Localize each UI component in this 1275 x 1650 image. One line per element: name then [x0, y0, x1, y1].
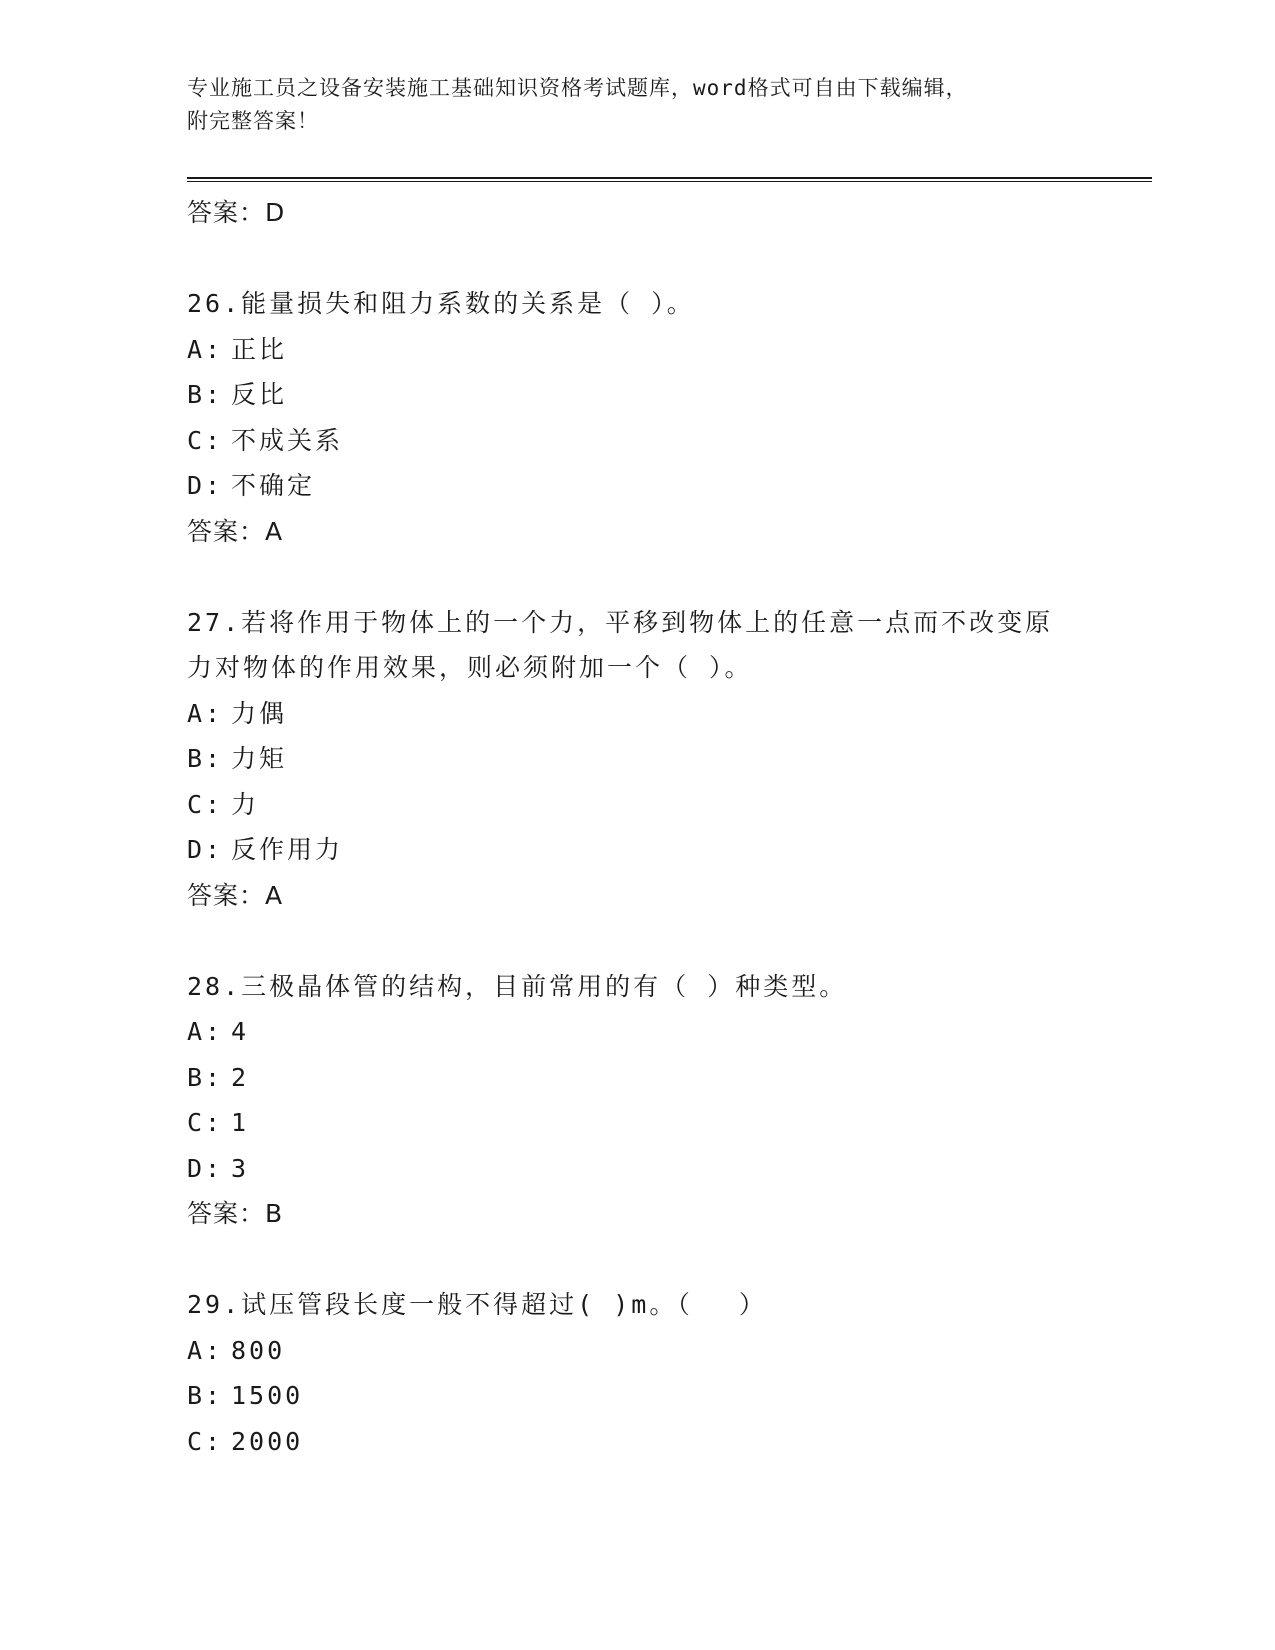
option-a: [187, 691, 1087, 737]
option-d: [187, 463, 1087, 509]
option-b: [187, 1055, 1087, 1101]
option-letter: C:: [187, 425, 224, 455]
header-divider-thin: [187, 181, 1152, 182]
option-letter: B:: [187, 380, 224, 409]
option-letter: A:: [187, 1335, 224, 1365]
option-text: 800: [231, 1335, 286, 1365]
question-block: [187, 1282, 1087, 1464]
option-letter: B:: [187, 1062, 224, 1092]
option-letter: C:: [187, 1426, 224, 1456]
question-stem: 29.试压管段长度一般不得超过( )m。（ ）: [187, 1290, 767, 1319]
option-b: [187, 736, 1087, 782]
option-a: [187, 1328, 1087, 1374]
option-text: 1: [231, 1108, 250, 1137]
option-text: 力偶: [231, 698, 288, 728]
header-line-1: 专业施工员之设备安装施工基础知识资格考试题库，word格式可自由下载编辑，: [187, 76, 968, 100]
option-letter: D:: [187, 1153, 224, 1183]
header-divider-thick: [187, 177, 1152, 179]
option-c: [187, 782, 1087, 828]
spacer: [187, 918, 1087, 964]
option-letter: D:: [187, 471, 224, 500]
option-letter: D:: [187, 835, 224, 864]
option-text: 2: [231, 1062, 250, 1092]
option-letter: A:: [187, 334, 224, 364]
question-stem: 28.三极晶体管的结构，目前常用的有（ ）种类型。: [187, 971, 848, 1001]
option-text: 1500: [231, 1381, 304, 1410]
option-d: [187, 1146, 1087, 1192]
option-text: 力矩: [231, 744, 288, 773]
option-text: 4: [231, 1017, 250, 1046]
option-text: 力: [231, 789, 260, 819]
document-header: [187, 72, 1067, 138]
option-b: [187, 1373, 1087, 1419]
option-a: [187, 1009, 1087, 1055]
option-letter: B:: [187, 1381, 224, 1410]
option-letter: C:: [187, 789, 224, 819]
option-c: [187, 1419, 1087, 1465]
answer-line: 答案：A: [187, 880, 284, 910]
answer-line: 答案：B: [187, 1199, 284, 1228]
option-letter: A:: [187, 1017, 224, 1046]
option-text: 不确定: [231, 471, 316, 500]
question-stem: 26.能量损失和阻力系数的关系是（ ）。: [187, 289, 695, 318]
option-text: 不成关系: [231, 425, 344, 455]
question-block: [187, 600, 1087, 919]
question-block: [187, 281, 1087, 554]
option-c: [187, 418, 1087, 464]
previous-answer: 答案：D: [187, 198, 286, 227]
spacer: [187, 236, 1087, 282]
option-a: [187, 327, 1087, 373]
option-text: 3: [231, 1153, 250, 1183]
question-list: [187, 190, 1087, 1464]
option-letter: B:: [187, 744, 224, 773]
option-text: 正比: [231, 334, 288, 364]
option-letter: C:: [187, 1108, 224, 1137]
spacer: [187, 1237, 1087, 1283]
option-text: 反比: [231, 380, 288, 409]
question-block: [187, 964, 1087, 1237]
option-b: [187, 372, 1087, 418]
question-stem-continued: 力对物体的作用效果，则必须附加一个（ ）。: [187, 653, 753, 682]
option-d: [187, 827, 1087, 873]
option-letter: A:: [187, 698, 224, 728]
option-c: [187, 1100, 1087, 1146]
option-text: 反作用力: [231, 835, 344, 864]
answer-line: 答案：A: [187, 516, 284, 546]
header-line-2: 附完整答案！: [187, 109, 319, 133]
spacer: [187, 554, 1087, 600]
option-text: 2000: [231, 1426, 304, 1456]
question-stem: 27.若将作用于物体上的一个力，平移到物体上的任意一点而不改变原: [187, 607, 1054, 637]
